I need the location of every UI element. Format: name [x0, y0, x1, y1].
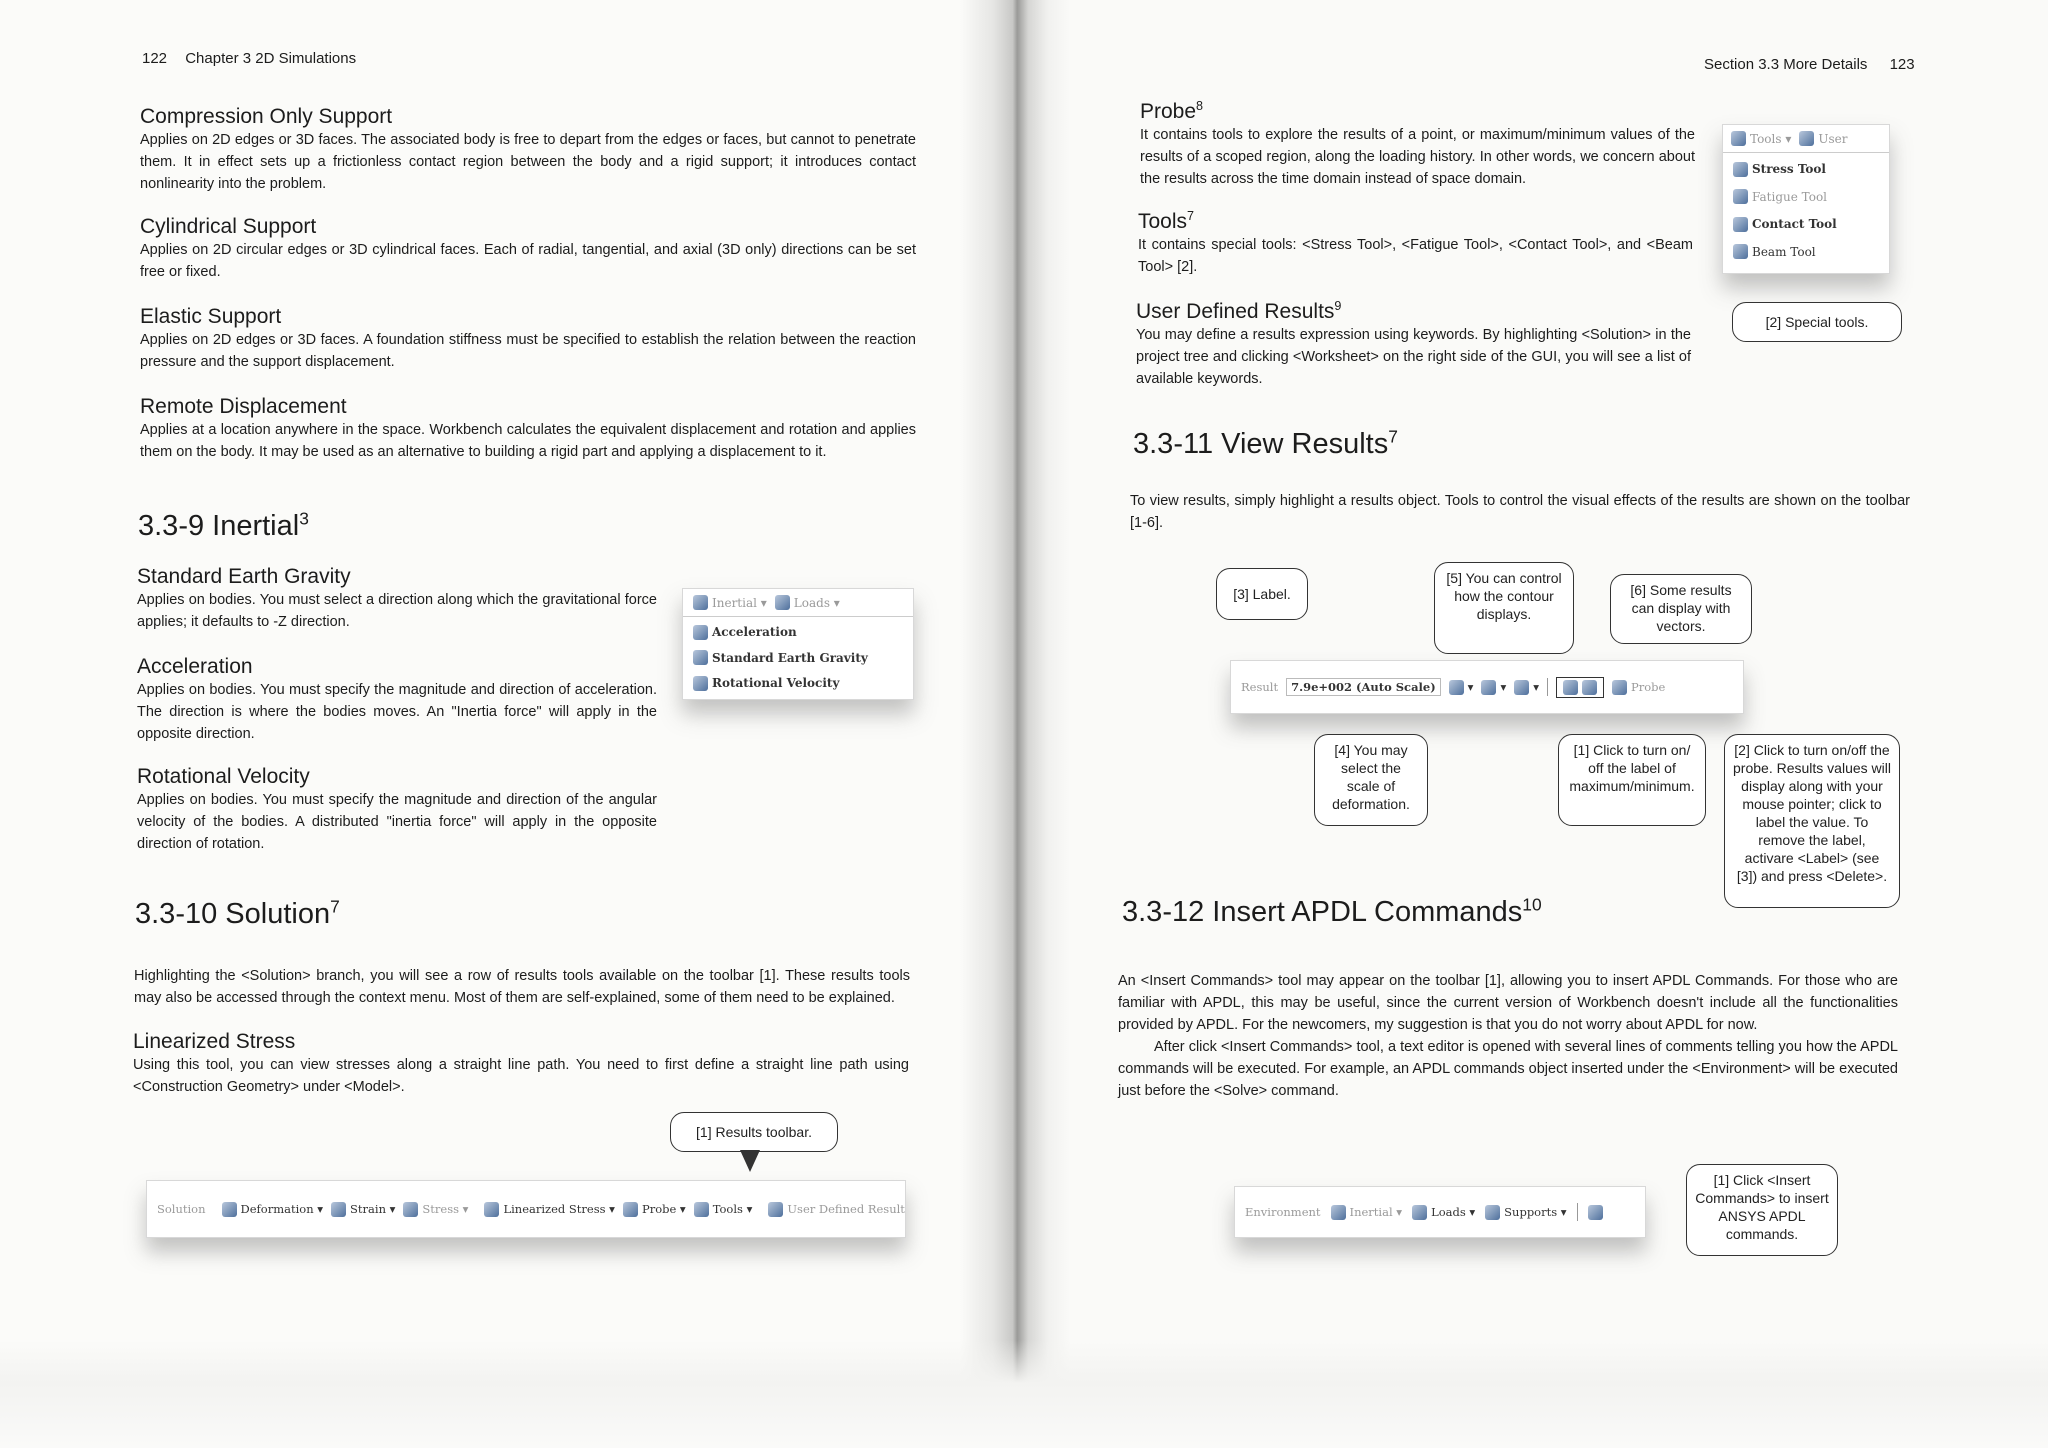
section-heading: Standard Earth Gravity [137, 565, 351, 588]
view-results-text: To view results, simply highlight a results object. Tools to control the visual effects of the results are shown on the toolbar [1-6]. [1130, 493, 1910, 531]
section-text: You may define a results expression using keywords. By highlighting <Solution> in the project tree and clicking <Worksheet> on the right side of the GUI, you will see a list of available keywords. [1136, 327, 1691, 387]
probe-toggle[interactable]: Probe [1612, 680, 1665, 695]
edges-dropdown[interactable]: ▾ [1481, 680, 1506, 695]
menu-item-fatigue-tool[interactable]: Fatigue Tool [1733, 185, 1827, 209]
strain-icon [331, 1202, 346, 1217]
section-heading: Remote Displacement [140, 395, 347, 418]
environment-label: Environment [1245, 1205, 1321, 1219]
stress-tool-icon [1733, 162, 1748, 177]
tools-menu-list [1723, 153, 1889, 271]
min-icon [1582, 680, 1597, 695]
section-heading: Tools$^7$ [1138, 209, 1195, 233]
results-toolbar-screenshot [146, 1180, 906, 1238]
edges-icon [1481, 680, 1496, 695]
section-heading: Cylindrical Support [140, 215, 317, 238]
section-heading: Acceleration [137, 655, 253, 678]
menu-item-beam-tool[interactable]: Beam Tool [1733, 240, 1816, 264]
right-page-header [1704, 56, 1915, 73]
section-text: Applies on bodies. You must select a direction along which the gravitational force applies; it defaults to -Z direction. [137, 592, 657, 630]
apdl-paragraph: After click <Insert Commands> tool, a text editor is opened with several lines of comments telling you how the APDL commands will be executed. For example, an APDL commands object inserted under the <Environment> will be executed just before the <Solve> command. [1118, 1039, 1898, 1099]
contact-tool-icon [1733, 217, 1748, 232]
supports-icon [1485, 1205, 1500, 1220]
left-page-header [142, 50, 356, 67]
tools-icon [694, 1202, 709, 1217]
section-text: Applies on 2D edges or 3D faces. The associated body is free to depart from the edges or faces, but cannot to penetrate them. It in effect sets up a frictionless contact region between the body and a rigid support; it introduces contact nonlinearity into the problem. [140, 132, 916, 192]
apdl-text [1118, 970, 1898, 1102]
max-icon [1563, 680, 1578, 695]
probe-dropdown[interactable]: Probe ▾ [623, 1202, 686, 1217]
user-icon [1799, 131, 1814, 146]
deformation-icon [222, 1202, 237, 1217]
menu-item-stress-tool[interactable]: Stress Tool [1733, 157, 1826, 181]
section-text: Applies on bodies. You must specify the magnitude and direction of acceleration. The direction is where the bodies moves. An "Inertia force" will apply in the opposite direction. [137, 682, 657, 742]
section-text: Applies on 2D circular edges or 3D cylindrical faces. Each of radial, tangential, and axial (3D only) directions can be set free or fixed. [140, 242, 916, 280]
page-bottom-shadow [0, 1340, 2048, 1448]
section-title: Section 3.3 More Details [1704, 56, 1868, 73]
gravity-section [137, 565, 657, 633]
toolbar-separator [1577, 1203, 1578, 1221]
section-text: Applies on bodies. You must specify the magnitude and direction of the angular velocity of the bodies. A distributed "inertia force" will apply in the opposite direction of rotation. [137, 792, 657, 852]
apdl-heading: 3.3-12 Insert APDL Commands$^{10}$ [1122, 894, 1542, 928]
linearized-section [133, 1030, 909, 1098]
stress-icon [403, 1202, 418, 1217]
environment-toolbar-screenshot [1234, 1186, 1646, 1238]
callout-pointer [740, 1150, 760, 1172]
section-heading: Linearized Stress [133, 1030, 296, 1053]
callout-contour: [5] You can control how the contour displays. [1434, 562, 1574, 654]
compression-section [140, 105, 916, 195]
section-heading: Rotational Velocity [137, 765, 310, 788]
rotational-velocity-icon [693, 676, 708, 691]
insert-commands-callout: [1] Click <Insert Commands> to insert ANSYS APDL commands. [1686, 1164, 1838, 1256]
deformation-dropdown[interactable]: Deformation ▾ [222, 1202, 324, 1217]
tools-icon [1731, 131, 1746, 146]
acceleration-section [137, 655, 657, 745]
page-number: 123 [1889, 56, 1915, 73]
section-text: It contains special tools: <Stress Tool>, <Fatigue Tool>, <Contact Tool>, and <Beam Tool> [2]. [1138, 237, 1693, 275]
insert-commands-button[interactable] [1588, 1205, 1603, 1220]
tools-dropdown[interactable]: Tools ▾ [694, 1202, 753, 1217]
chapter-title: Chapter 3 2D Simulations [185, 50, 357, 67]
callout-vectors: [6] Some results can display with vectors. [1610, 574, 1752, 644]
section-heading: Compression Only Support [140, 105, 393, 128]
inertial-heading: 3.3-9 Inertial$^3$ [138, 508, 309, 542]
view-results-toolbar-screenshot [1230, 660, 1744, 714]
loads-dropdown[interactable]: Loads ▾ [775, 595, 840, 610]
result-label: Result [1241, 680, 1279, 694]
section-heading: User Defined Results$^9$ [1136, 299, 1342, 323]
book-gutter [960, 0, 1070, 1448]
results-toolbar-callout: [1] Results toolbar. [670, 1112, 838, 1152]
page-number: 122 [142, 50, 168, 67]
acceleration-icon [693, 625, 708, 640]
linearized-stress-dropdown[interactable]: Linearized Stress ▾ [484, 1202, 614, 1217]
inertial-menu-screenshot [682, 588, 914, 700]
menu-item-contact-tool[interactable]: Contact Tool [1733, 212, 1837, 236]
apdl-paragraph: An <Insert Commands> tool may appear on the toolbar [1], allowing you to insert APDL Commands. For those who are familiar with APDL, this may be useful, since the current version of Workbench doesn't include all the functionalities provided by APDL. For the newcomers, my suggestion is that you do not worry about APDL for now. [1118, 973, 1898, 1033]
results-toolbar [147, 1181, 905, 1237]
section-text: Using this tool, you can view stresses along a straight line path. You need to first define a straight line path using <Construction Geometry> under <Model>. [133, 1057, 909, 1095]
inertial-toolbar [683, 589, 913, 617]
vector-dropdown[interactable]: ▾ [1514, 680, 1539, 695]
solution-heading: 3.3-10 Solution$^7$ [135, 896, 340, 930]
inertial-icon [1331, 1205, 1346, 1220]
user-defined-result-button[interactable]: User Defined Result [768, 1202, 905, 1217]
menu-item-acceleration[interactable]: Acceleration [693, 621, 797, 643]
rotational-section [137, 765, 657, 855]
special-tools-callout: [2] Special tools. [1732, 302, 1902, 342]
view-results-toolbar [1231, 661, 1743, 713]
toolbar-separator [1547, 678, 1548, 696]
insert-commands-icon [1588, 1205, 1603, 1220]
strain-dropdown[interactable]: Strain ▾ [331, 1202, 395, 1217]
section-text: It contains tools to explore the results of a point, or maximum/minimum values of the results of a scoped region, along the loading history. In other words, we concern about the results across the time domain instead of space domain. [1140, 127, 1695, 187]
udr-section [1136, 300, 1691, 390]
menu-item-gravity[interactable]: Standard Earth Gravity [693, 647, 868, 669]
solution-label: Solution [157, 1202, 206, 1216]
elastic-section [140, 305, 916, 373]
beam-tool-icon [1733, 244, 1748, 259]
callout-probe: [2] Click to turn on/off the probe. Results values will display along with your mouse pointer; click to label the value. To remove the label, activare <Label> (see [3]) and press <Delete>. [1724, 734, 1900, 908]
inertial-dropdown[interactable]: Inertial ▾ [1331, 1205, 1403, 1220]
loads-icon [1412, 1205, 1427, 1220]
stress-dropdown[interactable]: Stress ▾ [403, 1202, 468, 1217]
cylindrical-section [140, 215, 916, 283]
inertial-menu-list [683, 617, 913, 702]
probe-icon [1612, 680, 1627, 695]
contour-icon [1449, 680, 1464, 695]
callout-label: [3] Label. [1216, 568, 1308, 620]
fatigue-tool-icon [1733, 189, 1748, 204]
vector-icon [1514, 680, 1529, 695]
contour-dropdown[interactable]: ▾ [1449, 680, 1474, 695]
menu-item-rotational-velocity[interactable]: Rotational Velocity [693, 672, 839, 694]
tools-section [1138, 210, 1693, 278]
scale-select[interactable]: 7.9e+002 (Auto Scale) [1286, 678, 1441, 696]
max-min-toggle[interactable] [1556, 677, 1604, 698]
user-button[interactable]: User [1799, 131, 1847, 146]
inertial-dropdown[interactable]: Inertial ▾ [693, 595, 767, 610]
inertial-icon [693, 595, 708, 610]
supports-dropdown[interactable]: Supports ▾ [1485, 1205, 1566, 1220]
loads-icon [775, 595, 790, 610]
probe-icon [623, 1202, 638, 1217]
section-text: Applies at a location anywhere in the space. Workbench calculates the equivalent displacement and rotation and applies them on the body. It may be used as an alternative to building a rigid part and applying a displacement to it. [140, 422, 916, 460]
section-heading: Probe$^8$ [1140, 99, 1204, 123]
linearized-stress-icon [484, 1202, 499, 1217]
solution-text: Highlighting the <Solution> branch, you will see a row of results tools available on the toolbar [1]. These results tools may also be accessed through the context menu. Most of them are self-explained, some of them need to be explained. [134, 968, 910, 1006]
section-text: Applies on 2D edges or 3D faces. A foundation stiffness must be specified to establish the relation between the reaction pressure and the support displacement. [140, 332, 916, 370]
tools-dropdown[interactable]: Tools ▾ [1731, 131, 1791, 146]
section-heading: Elastic Support [140, 305, 282, 328]
loads-dropdown[interactable]: Loads ▾ [1412, 1205, 1475, 1220]
gravity-icon [693, 650, 708, 665]
callout-scale: [4] You may select the scale of deformation. [1314, 734, 1428, 826]
environment-toolbar [1235, 1187, 1645, 1237]
tools-toolbar [1723, 125, 1889, 153]
view-results-heading: 3.3-11 View Results$^7$ [1133, 426, 1398, 460]
remote-section [140, 395, 916, 463]
user-defined-result-icon [768, 1202, 783, 1217]
probe-section [1140, 100, 1695, 190]
tools-menu-screenshot [1722, 124, 1890, 274]
callout-max-min: [1] Click to turn on/ off the label of maximum/minimum. [1558, 734, 1706, 826]
